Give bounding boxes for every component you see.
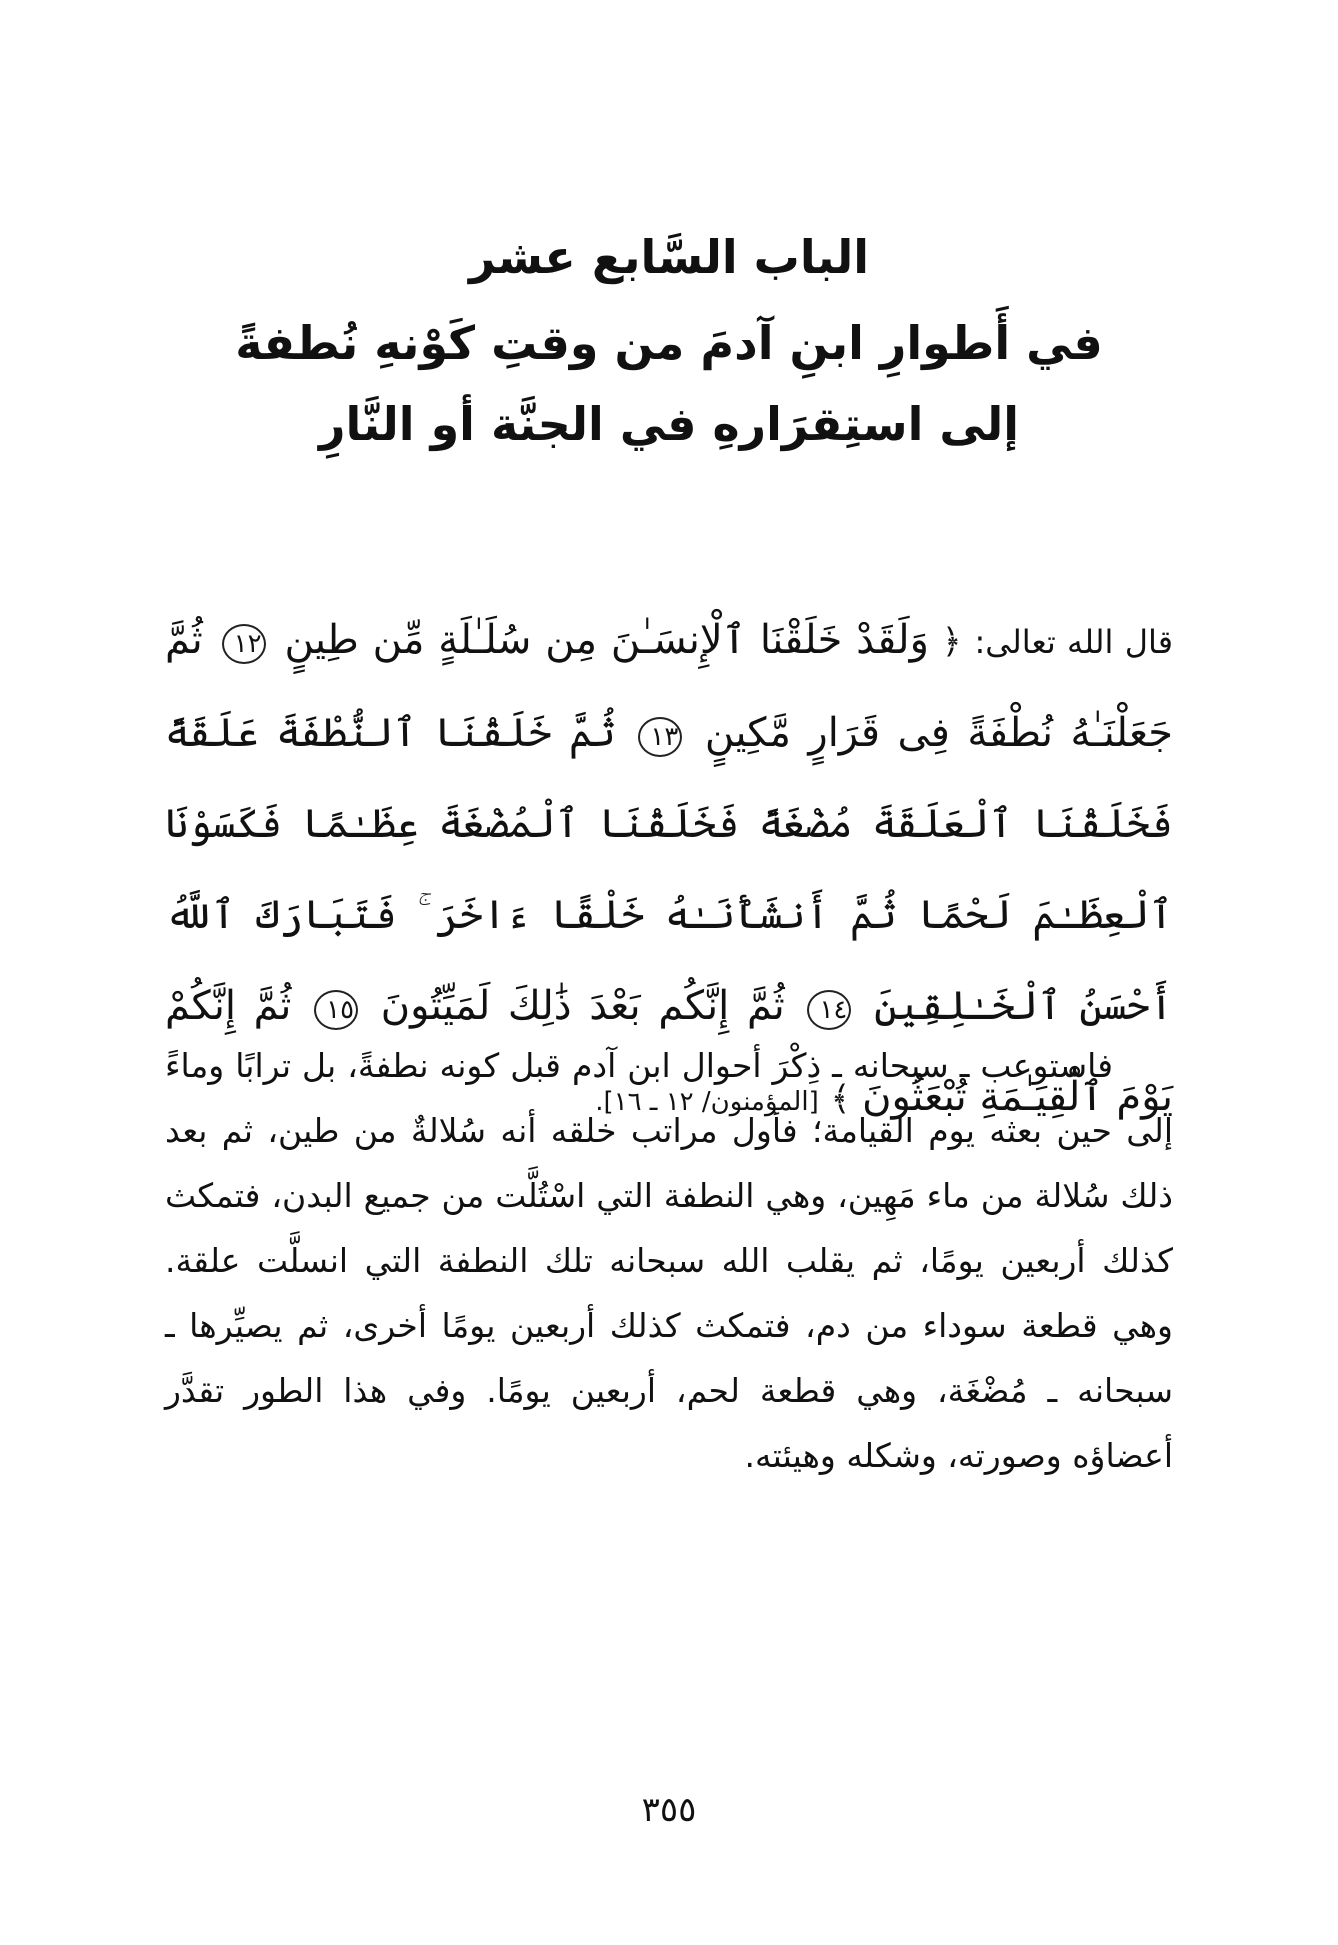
body-paragraph: فاستوعب ـ سبحانه ـ ذِكْرَ أحوال ابن آدم قبل كونه نطفةً، بل ترابًا وماءً إلى حين بعثه يوم القيامة؛ فأول مراتب خلقه أنه سُلالةٌ من طين، ثم بعد ذلك سُلالة من ماء مَهِين، وهي النطفة التي اسْتُلَّت من جميع البدن، فتمكث كذلك أربعين يومًا، ثم يقلب الله سبحانه تلك النطفة التي انسلَّت علقة. وهي قطعة سوداء من دم، فتمكث كذلك أربعين يومًا أخرى، ثم يصيِّرها ـ سبحانه ـ مُضْغَة، وهي قطعة لحم، أربعين يومًا. وفي هذا الطور تقدَّر أعضاؤه وصورته، وشكله وهيئته.: [165, 1046, 1173, 1475]
verse-text: وَلَقَدْ خَلَقْنَا ٱلْإِنسَـٰنَ مِن سُلَـٰلَةٍ مِّن طِينٍ: [284, 617, 929, 663]
chapter-header: [150, 230, 1188, 464]
ayah-number-marker: ١٥: [314, 990, 358, 1030]
verse-text: ثُمَّ إِنَّكُم بَعْدَ ذَٰلِكَ لَمَيِّتُونَ: [380, 983, 785, 1029]
ayah-number-marker: ١٣: [638, 717, 682, 757]
verse-text: ثُمَّ جَعَلْنَـٰهُ نُطْفَةً فِى قَرَارٍ مَّكِينٍ: [165, 617, 1173, 756]
quote-intro: قال الله تعالى:: [974, 623, 1173, 661]
quran-close-bracket: ﴾: [830, 1079, 851, 1119]
chapter-subtitle-line-1: في أَطوارِ ابنِ آدمَ من وقتِ كَوْنهِ نُطفةً: [235, 316, 1103, 371]
verse-reference: [المؤمنون/ ١٢ ـ ١٦].: [595, 1087, 819, 1117]
chapter-title: الباب السَّابع عشر: [468, 230, 869, 284]
page-number: ٣٥٥: [641, 1790, 697, 1830]
ayah-number-marker: ١٢: [222, 624, 266, 664]
verse-text: ثُمَّ خَلَقْنَا ٱلنُّطْفَةَ عَلَقَةً فَخَلَقْنَا ٱلْعَلَقَةَ مُضْغَةً فَخَلَقْنَا ٱلْمُضْغَةَ عِظَـٰمًا فَكَسَوْنَا ٱلْعِظَـٰمَ لَحْمًا ثُمَّ أَنشَأْنَـٰهُ خَلْقًا ءَاخَرَ ۚ فَتَبَارَكَ ٱللَّهُ أَحْسَنُ ٱلْخَـٰلِقِينَ: [165, 710, 1174, 1029]
quran-open-bracket: ﴿: [941, 622, 962, 662]
chapter-subtitle-line-2: إلى استِقرَارهِ في الجنَّة أو النَّارِ: [318, 396, 1020, 451]
ayah-number-marker: ١٤: [807, 990, 851, 1030]
verse-text: ثُمَّ إِنَّكُمْ يَوْمَ ٱلْقِيَـٰمَةِ تُبْعَثُونَ: [165, 983, 1173, 1120]
